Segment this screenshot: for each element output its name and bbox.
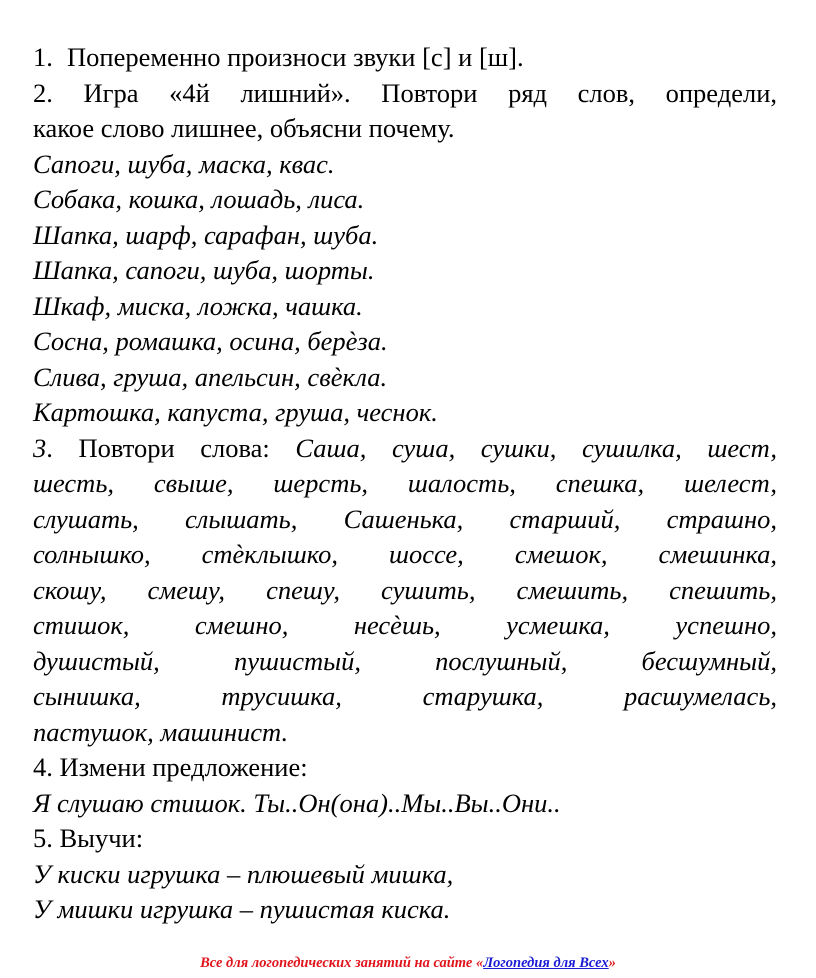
word-line: душистый, пушистый, послушный, бесшумный, <box>33 645 777 676</box>
task-3-number: 3 <box>33 432 47 463</box>
task-3-heading <box>33 431 777 467</box>
poem-line: У киски игрушка – плюшевый мишка, <box>33 858 454 889</box>
task-3-label: . Повтори слова: <box>46 432 296 463</box>
site-footer <box>0 955 816 972</box>
word-row: Шапка, шарф, сарафан, шуба. <box>33 219 379 250</box>
task-1-text: Попеременно произноси звуки [с] и [ш]. <box>67 42 524 72</box>
word-line: стишок, смешно, несѐшь, усмешка, успешно, <box>33 610 777 640</box>
word-row: Картошка, капуста, груша, чеснок. <box>33 397 438 427</box>
task-1-number: 1. <box>33 42 53 72</box>
word-row: Шкаф, миска, ложка, чашка. <box>33 290 363 321</box>
footer-text: Все для логопедических занятий на сайте « <box>200 955 484 971</box>
footer-end: » <box>608 955 616 971</box>
task-4-sentence: Я слушаю стишок. Ты..Он(она)..Мы..Вы..Они.. <box>33 787 561 818</box>
word-line: шесть, свыше, шерсть, шалость, спешка, шелест, <box>33 468 777 498</box>
task-2-heading-cont: какое слово лишнее, объясни почему. <box>33 113 455 143</box>
word-line: слушать, слышать, Сашенька, старший, страшно, <box>33 503 777 534</box>
word-line: пастушок, машинист. <box>33 716 289 747</box>
task-5-heading: 5. Выучи: <box>33 823 144 853</box>
document-body <box>33 40 777 928</box>
task-4-heading: 4. Измени предложение: <box>33 752 308 782</box>
task-3-words: Саша, суша, сушки, сушилка, шест, <box>295 432 777 463</box>
word-row: Шапка, сапоги, шуба, шорты. <box>33 255 375 285</box>
word-row: Собака, кошка, лошадь, лиса. <box>33 184 365 214</box>
footer-site-link[interactable]: Логопедия для Всех <box>483 955 609 971</box>
poem-line: У мишки игрушка – пушистая киска. <box>33 894 451 924</box>
word-line: сынишка, трусишка, старушка, расшумелась, <box>33 681 777 711</box>
word-line: скошу, смешу, спешу, сушить, смешить, спешить, <box>33 574 777 605</box>
word-row: Сосна, ромашка, осина, берѐза. <box>33 326 388 356</box>
word-row: Слива, груша, апельсин, свѐкла. <box>33 361 388 392</box>
word-row: Сапоги, шуба, маска, квас. <box>33 148 335 179</box>
task-2-heading: 2. Игра «4й лишний». Повтори ряд слов, определи, <box>33 77 777 108</box>
task-1 <box>33 40 777 76</box>
word-line: солнышко, стѐклышко, шоссе, смешок, смешинка, <box>33 539 777 569</box>
